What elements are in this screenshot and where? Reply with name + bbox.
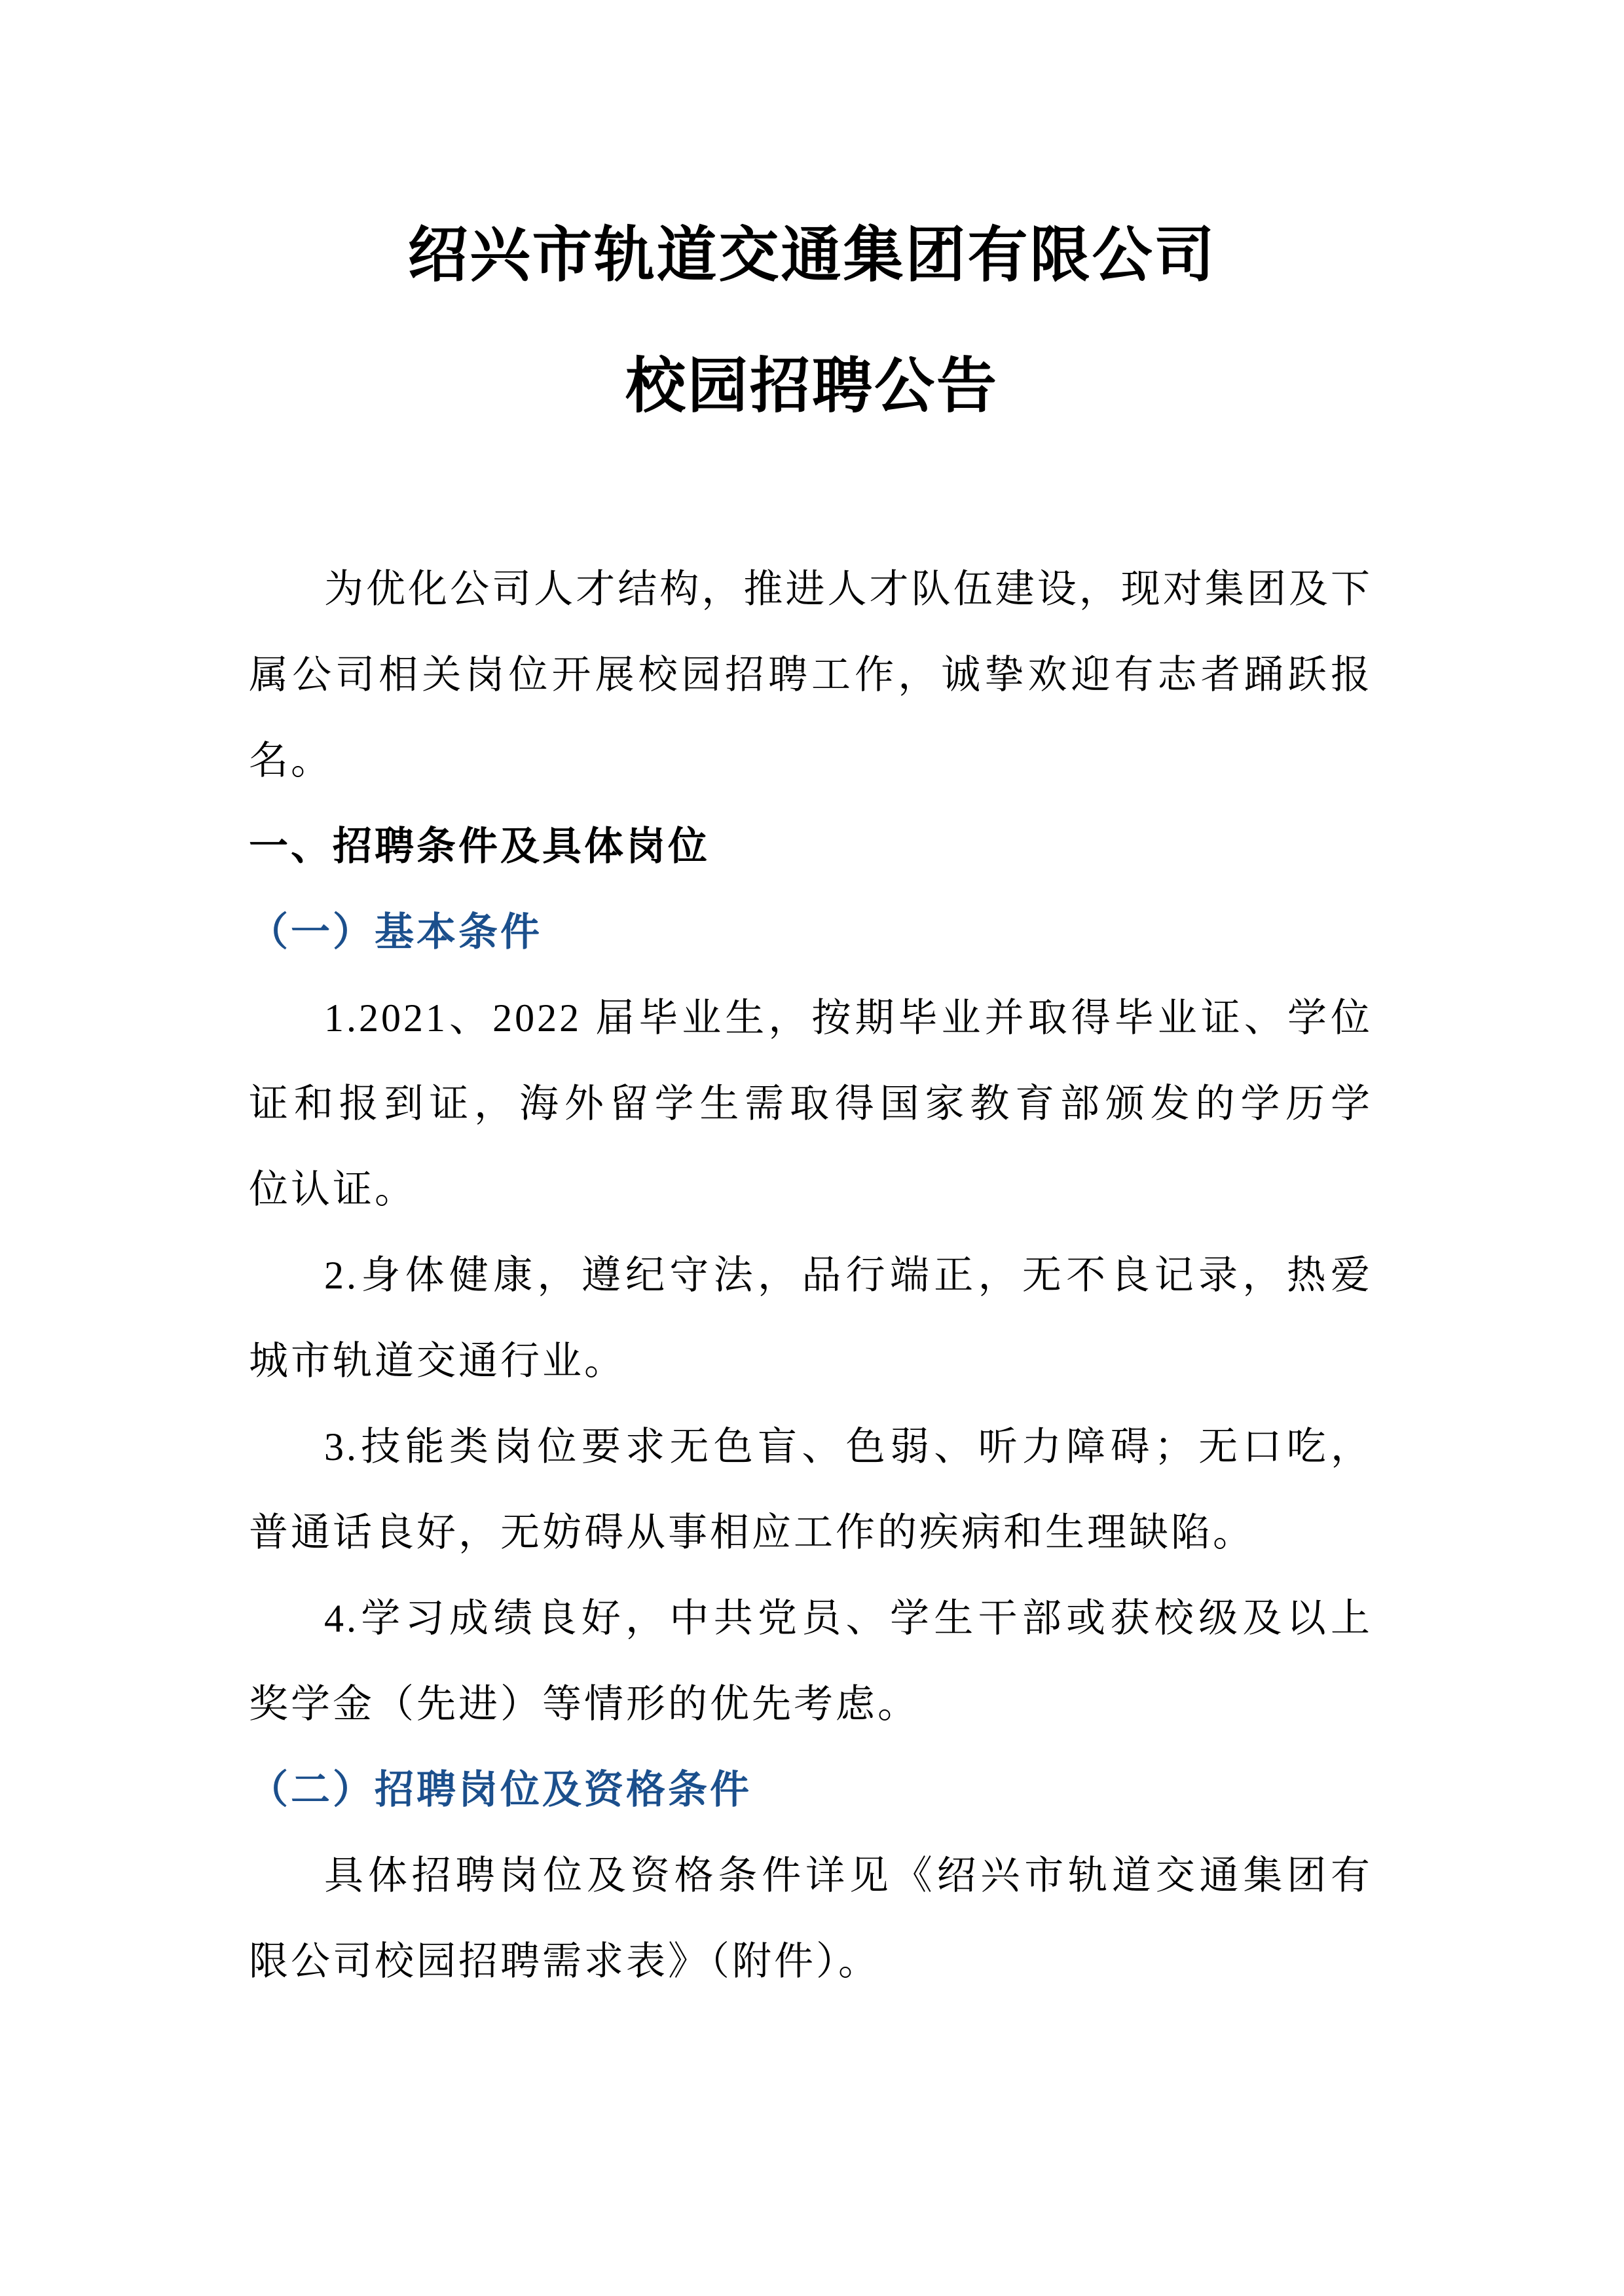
document-body (249, 547, 1373, 2005)
condition-item4-line2: 奖学金（先进）等情形的优先考虑。 (249, 1683, 919, 1726)
condition-item1-line2: 证和报到证，海外留学生需取得国家教育部颁发的学历学 (249, 1082, 1373, 1125)
condition-item1-line3: 位认证。 (249, 1168, 416, 1211)
subsection-heading-basic-conditions: （一）基本条件 (249, 911, 542, 954)
doc-title-line2: 校园招聘公告 (625, 353, 999, 420)
paragraph-intro-line3: 名。 (249, 739, 333, 782)
condition-item2-line2: 城市轨道交通行业。 (249, 1339, 626, 1383)
condition-item2-line1: 2.身体健康，遵纪守法，品行端正，无不良记录，热爱 (324, 1254, 1373, 1297)
paragraph-positions-line2: 限公司校园招聘需求表》（附件）。 (249, 1940, 880, 1983)
condition-item1-line1: 1.2021、2022 届毕业生，按期毕业并取得毕业证、学位 (324, 996, 1373, 1040)
section-heading-1: 一、招聘条件及具体岗位 (249, 825, 710, 868)
paragraph-intro-line1: 为优化公司人才结构，推进人才队伍建设，现对集团及下 (324, 568, 1373, 611)
paragraph-positions-line1: 具体招聘岗位及资格条件详见《绍兴市轨道交通集团有 (324, 1854, 1373, 1897)
condition-item3-line1: 3.技能类岗位要求无色盲、色弱、听力障碍；无口吃， (324, 1425, 1373, 1468)
subsection-heading-positions: （二）招聘岗位及资格条件 (249, 1768, 752, 1812)
condition-item4-line1: 4.学习成绩良好，中共党员、学生干部或获校级及以上 (324, 1597, 1373, 1640)
paragraph-intro-line2: 属公司相关岗位开展校园招聘工作，诚挚欢迎有志者踊跃报 (249, 653, 1373, 697)
condition-item3-line2: 普通话良好，无妨碍从事相应工作的疾病和生理缺陷。 (249, 1511, 1255, 1554)
document-header (0, 190, 1624, 452)
doc-title-line1: 绍兴市轨道交通集团有限公司 (407, 222, 1217, 289)
